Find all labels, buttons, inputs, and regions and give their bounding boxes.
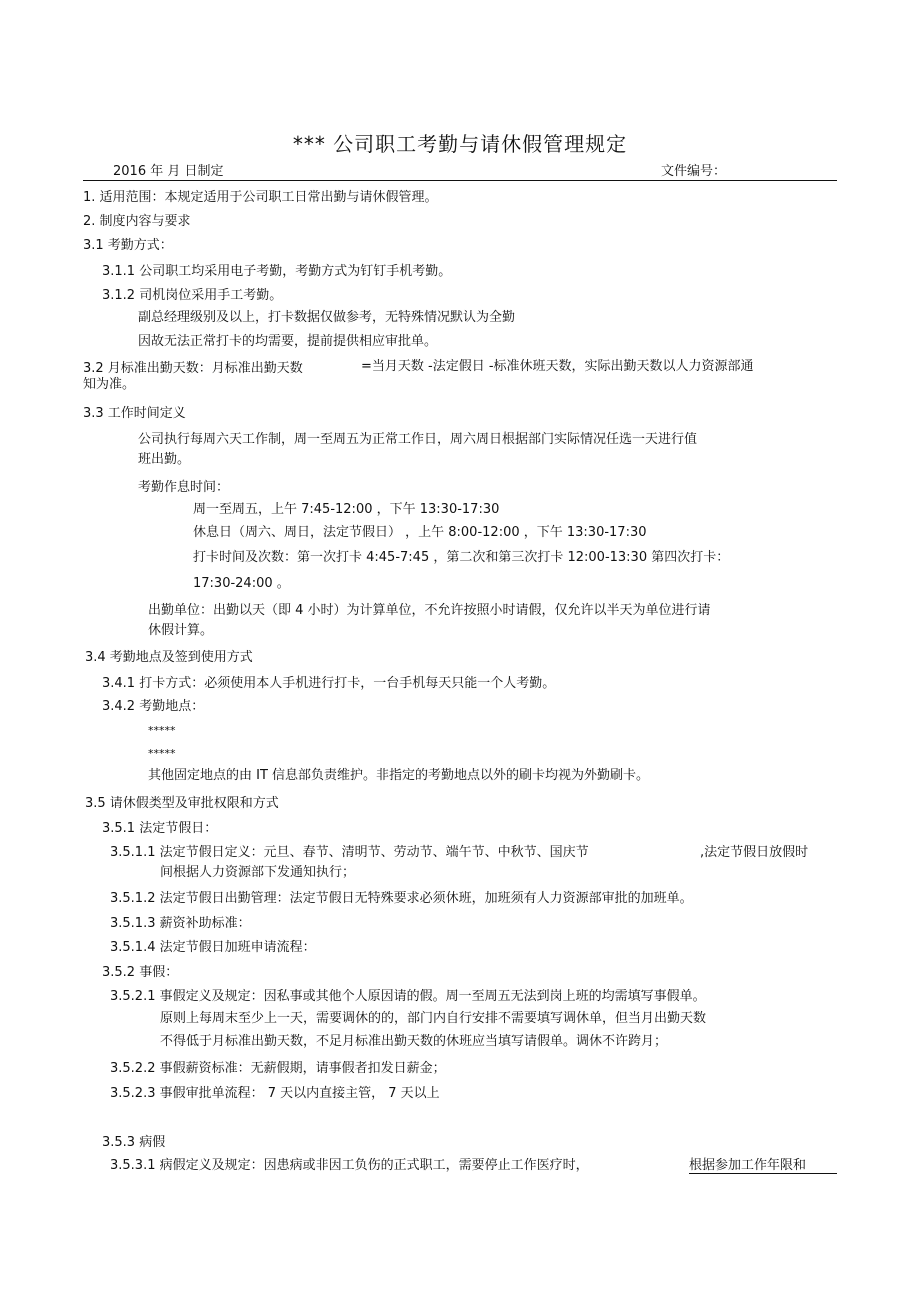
section-3-5-3-1: 3.5.3.1 病假定义及规定：因患病或非因工负伤的正式职工，需要停止工作医疗时， bbox=[110, 1158, 589, 1173]
section-3-5-2-1: 3.5.2.1 事假定义及规定：因私事或其他个人原因请的假。周一至周五无法到岗上班的均需填写事假单。 bbox=[110, 989, 706, 1004]
section-3-4-heading: 3.4 考勤地点及签到使用方式 bbox=[85, 650, 253, 665]
section-3-5-3: 3.5.3 病假 bbox=[102, 1135, 166, 1150]
document-title: *** 公司职工考勤与请休假管理规定 bbox=[292, 132, 628, 156]
section-3-1-note-1: 副总经理级别及以上，打卡数据仅做参考，无特殊情况默认为全勤 bbox=[138, 310, 516, 325]
section-3-5-1: 3.5.1 法定节假日： bbox=[102, 821, 218, 836]
weekday-hours: 周一至周五，上午 7:45-12:00 ，下午 13:30-17:30 bbox=[193, 502, 500, 517]
section-3-5-2-2: 3.5.2.2 事假薪资标准：无薪假期，请事假者扣发日薪金； bbox=[110, 1061, 446, 1076]
header-rule bbox=[83, 180, 837, 181]
section-3-5-2-1-cont-2: 不得低于月标准出勤天数，不足月标准出勤天数的休班应当填写请假单。调休不许跨月； bbox=[160, 1034, 668, 1049]
section-3-3-para-2: 班出勤。 bbox=[138, 452, 191, 467]
section-3-5-2-1-cont-1: 原则上每周末至少上一天，需要调休的的，部门内自行安排不需要填写调休单，但当月出勤天数 bbox=[160, 1011, 707, 1026]
work-schedule-label: 考勤作息时间： bbox=[138, 480, 230, 495]
section-3-1-2: 3.1.2 司机岗位采用手工考勤。 bbox=[102, 288, 283, 303]
location-other: 其他固定地点的由 IT 信息部负责维护。非指定的考勤地点以外的刷卡均视为外勤刷卡。 bbox=[148, 768, 650, 783]
holiday-hours: 休息日（周六、周日，法定节假日） ，上午 8:00-12:00 ，下午 13:30-17:30 bbox=[193, 525, 647, 540]
section-3-5-1-4: 3.5.1.4 法定节假日加班申请流程： bbox=[110, 940, 316, 955]
clock-in-times: 打卡时间及次数：第一次打卡 4:45-7:45 ，第二次和第三次打卡 12:00-13:30 第四次打卡： bbox=[193, 550, 730, 565]
section-3-2-part-a: 3.2 月标准出勤天数：月标准出勤天数 bbox=[83, 361, 303, 376]
section-3-4-1: 3.4.1 打卡方式：必须使用本人手机进行打卡，一台手机每天只能一个人考勤。 bbox=[102, 676, 556, 691]
section-3-5-1-1-cont: 间根据人力资源部下发通知执行； bbox=[160, 865, 356, 880]
section-3-5-1-1: 3.5.1.1 法定节假日定义：元旦、春节、清明节、劳动节、端午节、中秋节、国庆节 bbox=[110, 845, 589, 860]
attendance-unit: 出勤单位：出勤以天（即 4 小时）为计算单位，不允许按照小时请假，仅允许以半天为单位进行请 bbox=[148, 603, 711, 618]
section-3-3-heading: 3.3 工作时间定义 bbox=[83, 406, 186, 421]
section-3-5-3-1-tail: 根据参加工作年限和 bbox=[689, 1158, 807, 1173]
enact-date: 2016 年 月 日制定 bbox=[113, 164, 224, 179]
section-3-5-1-2: 3.5.1.2 法定节假日出勤管理：法定节假日无特殊要求必须休班，加班须有人力资源部审批的加班单。 bbox=[110, 891, 693, 906]
section-3-5-1-1-tail: ,法定节假日放假时 bbox=[700, 845, 809, 860]
section-3-2-part-c: 知为准。 bbox=[83, 377, 136, 392]
section-3-1-1: 3.1.1 公司职工均采用电子考勤，考勤方式为钉钉手机考勤。 bbox=[102, 264, 452, 279]
section-2: 2. 制度内容与要求 bbox=[83, 214, 191, 229]
clock-in-times-cont: 17:30-24:00 。 bbox=[193, 576, 290, 591]
document-number-label: 文件编号： bbox=[661, 164, 727, 179]
section-3-5-1-3: 3.5.1.3 薪资补助标准： bbox=[110, 916, 251, 931]
section-1: 1. 适用范围：本规定适用于公司职工日常出勤与请休假管理。 bbox=[83, 190, 438, 205]
section-3-5-2-3: 3.5.2.3 事假审批单流程： 7 天以内直接主管， 7 天以上 bbox=[110, 1086, 440, 1101]
section-3-1-note-2: 因故无法正常打卡的均需要，提前提供相应审批单。 bbox=[138, 334, 438, 349]
section-3-3-para-1: 公司执行每周六天工作制，周一至周五为正常工作日，周六周日根据部门实际情况任选一天进行值 bbox=[138, 432, 698, 447]
section-3-5-2: 3.5.2 事假： bbox=[102, 965, 179, 980]
location-masked-2: ***** bbox=[148, 747, 176, 760]
attendance-unit-cont: 休假计算。 bbox=[148, 623, 214, 638]
section-3-5-heading: 3.5 请休假类型及审批权限和方式 bbox=[85, 796, 279, 811]
tail-underline bbox=[689, 1173, 837, 1174]
section-3-2-part-b: =当月天数 -法定假日 -标准休班天数，实际出勤天数以人力资源部通 bbox=[361, 359, 754, 374]
section-3-1-heading: 3.1 考勤方式： bbox=[83, 238, 173, 253]
section-3-4-2: 3.4.2 考勤地点： bbox=[102, 699, 205, 714]
location-masked-1: ***** bbox=[148, 724, 176, 737]
